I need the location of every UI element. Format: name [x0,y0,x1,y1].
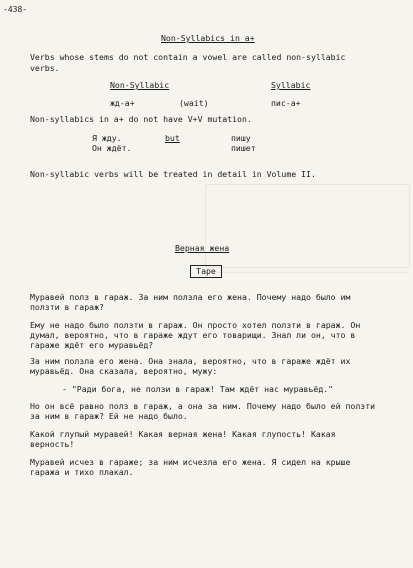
story-line: ползти в гараж? [30,302,104,312]
story-line: верность! [30,439,75,449]
intro-line-2: verbs. [30,63,60,73]
gloss: (wait) [179,98,209,108]
column-header-syllabic: Syllabic [271,80,311,90]
section-heading: Non-Syllabics in a+ [161,33,255,43]
page-number: -438- [3,5,28,14]
bleed-through-box [205,184,410,268]
tape-label: Tape [190,265,222,278]
story-line: Но он всё равно полз в гараж, а она за ним. Почему надо было ей ползти [30,401,376,411]
example-pishet: пишет [231,143,256,153]
story-line: Ему не надо было ползти в гараж. Он просто хотел ползти в гараж. Он [30,320,361,330]
story-line: Муравей полз в гараж. За ним ползла его жена. Почему надо было им [30,292,351,302]
column-header-non-syllabic: Non-Syllabic [110,80,170,90]
story-line: За ним ползла его жена. Она знала, вероятно, что в гараже ждёт их [30,356,351,366]
volume-note: Non-syllabic verbs will be treated in detail in Volume II. [30,169,316,179]
example-on-zhdyot: Он ждёт. [92,143,132,153]
story-line: за ним в гараж? Ей не надо было. [30,411,188,421]
story-line: гаража и тихо плакал. [30,467,134,477]
conjunction-but: but [165,133,180,143]
story-title: Верная жена [175,243,230,253]
story-line: думал, вероятно, что в гараже ждут его товарищи. Знал ли он, что в [30,330,356,340]
story-line: Муравей исчез в гараже; за ним исчезла его жена. Я сидел на крыше [30,457,351,467]
non-syllabic-example: жд-а+ [110,98,135,108]
story-line: Какой глупый муравей! Какая верная жена! Какая глупость! Какая [30,429,336,439]
story-line: муравьёд. Она сказала, вероятно, мужу: [30,366,218,376]
example-ya-zhdu: Я жду. [92,133,122,143]
example-pishu: пишу [231,133,251,143]
story-quote: - "Ради бога, не ползи в гараж! Там ждёт нас муравьёд." [62,384,334,394]
syllabic-example: пис-а+ [271,98,301,108]
story-line: гараже ждёт его муравьёд? [30,340,154,350]
mutation-note: Non-syllabics in a+ do not have V+V mutation. [30,114,252,124]
intro-line-1: Verbs whose stems do not contain a vowel are called non-syllabic [30,52,346,62]
